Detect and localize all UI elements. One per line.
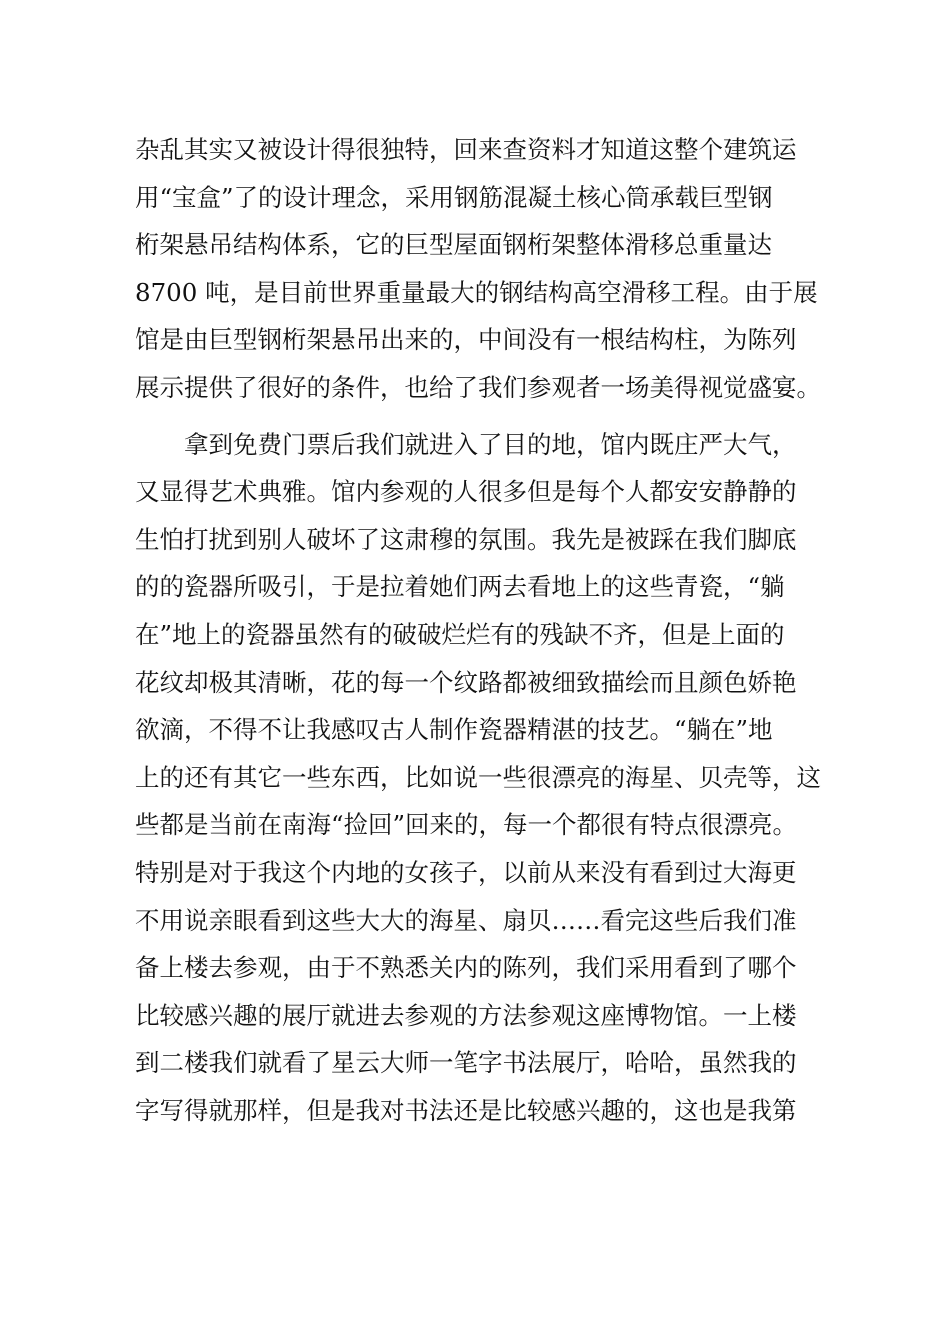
- text-line: 生怕打扰到别人破坏了这肃穆的氛围。我先是被踩在我们脚底: [135, 524, 797, 554]
- text-line: 拿到免费门票后我们就进入了目的地，馆内既庄严大气，: [135, 429, 797, 459]
- body-text: [135, 126, 835, 1134]
- text-line: 备上楼去参观，由于不熟悉关内的陈列，我们采用看到了哪个: [135, 953, 797, 983]
- text-line: 又显得艺术典雅。馆内参观的人很多但是每个人都安安静静的: [135, 477, 797, 507]
- text-line: 到二楼我们就看了星云大师一笔字书法展厅，哈哈，虽然我的: [135, 1048, 797, 1078]
- paragraph-2: [135, 421, 835, 1135]
- text-line: 特别是对于我这个内地的女孩子，以前从来没有看到过大海更: [135, 857, 797, 887]
- text-line: 的的瓷器所吸引，于是拉着她们两去看地上的这些青瓷，“躺: [135, 572, 785, 602]
- text-line: 些都是当前在南海“捡回”回来的，每一个都很有特点很漂亮。: [135, 810, 798, 840]
- text-line: 欲滴，不得不让我感叹古人制作瓷器精湛的技艺。“躺在”地: [135, 715, 773, 745]
- text-line: 8700 吨，是目前世界重量最大的钢结构高空滑移工程。由于展: [135, 277, 818, 307]
- text-line: 桁架悬吊结构体系，它的巨型屋面钢桁架整体滑移总重量达: [135, 230, 772, 260]
- text-line: 字写得就那样，但是我对书法还是比较感兴趣的，这也是我第: [135, 1095, 797, 1125]
- text-line: 花纹却极其清晰，花的每一个纹路都被细致描绘而且颜色娇艳: [135, 667, 797, 697]
- paragraph-spacer: [135, 412, 835, 421]
- text-line: 不用说亲眼看到这些大大的海星、扇贝……看完这些后我们准: [135, 905, 797, 935]
- text-line: 馆是由巨型钢桁架悬吊出来的，中间没有一根结构柱，为陈列: [135, 325, 797, 355]
- text-line: 杂乱其实又被设计得很独特，回来查资料才知道这整个建筑运: [135, 135, 797, 164]
- text-line: 用“宝盒”了的设计理念，采用钢筋混凝土核心筒承载巨型钢: [135, 182, 773, 212]
- text-line: 比较感兴趣的展厅就进去参观的方法参观这座博物馆。一上楼: [135, 1000, 797, 1030]
- text-line: 在”地上的瓷器虽然有的破破烂烂有的残缺不齐，但是上面的: [135, 619, 785, 649]
- text-line: 上的还有其它一些东西，比如说一些很漂亮的海星、贝壳等，这: [135, 762, 821, 792]
- text-line: 展示提供了很好的条件，也给了我们参观者一场美得视觉盛宴。: [135, 372, 821, 402]
- paragraph-1: [135, 126, 835, 412]
